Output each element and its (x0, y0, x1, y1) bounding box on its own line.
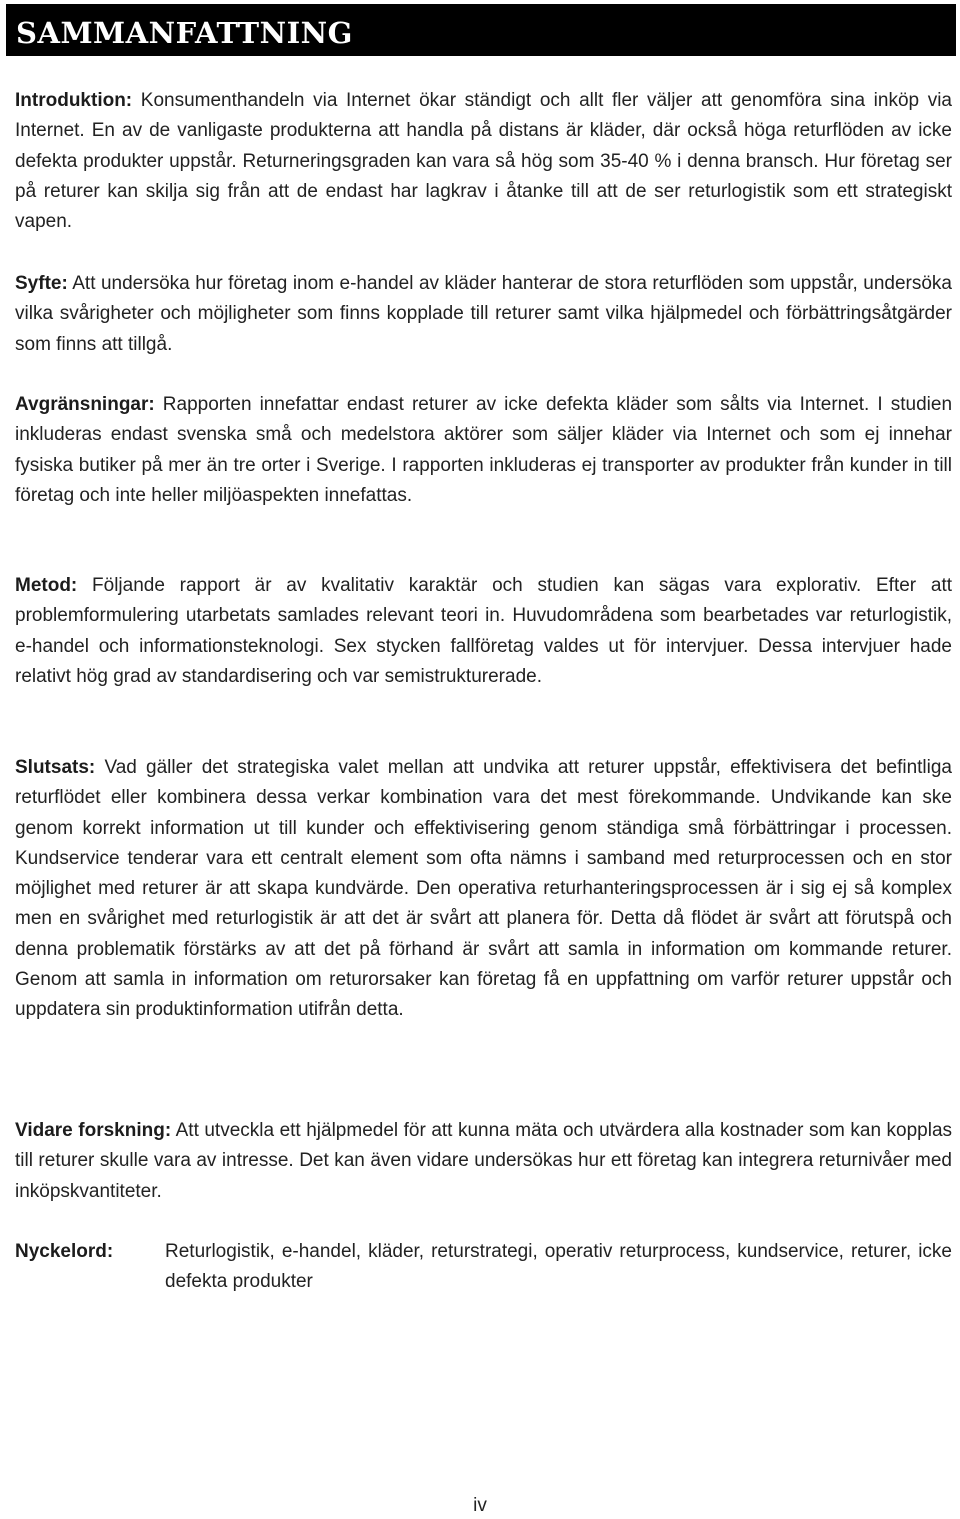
title-bar (6, 4, 956, 56)
section-introduktion (15, 86, 952, 237)
keywords-text: Returlogistik, e-handel, kläder, returstrategi, operativ returprocess, kundservice, returer, icke defekta produkter (165, 1241, 952, 1293)
section-text: Konsumenthandeln via Internet ökar ständigt och allt fler väljer att genomföra sina inköp via Internet. En av de vanligaste produkterna att handla på distans är kläder, där också höga returflöden av icke defekta produkter uppstår. Returneringsgraden kan vara så hög som 35-40 % i denna bransch. Hur företag ser på returer kan skilja sig från att de endast har lagkrav i åtanke till att de ser returlogistik som ett strategiskt vapen. (15, 90, 952, 233)
section-heading: Introduktion: (15, 90, 133, 111)
section-heading: Avgränsningar: (15, 394, 155, 415)
keywords-block (15, 1237, 952, 1298)
section-syfte (15, 269, 952, 360)
page-title: SAMMANFATTNING (16, 16, 353, 50)
section-text: Följande rapport är av kvalitativ karaktär och studien kan sägas vara explorativ. Efter att problemformulering utarbetats samlades relevant teori in. Huvudområdena som bearbetades var returlogistik, e-handel och informationsteknologi. Sex stycken fallföretag valdes ut för intervjuer. Dessa intervjuer hade relativt hög grad av standardisering och var semistrukturerade. (15, 575, 953, 687)
section-text: Vad gäller det strategiska valet mellan att undvika att returer uppstår, effektivisera det befintliga returflödet eller kombinera dessa verkar kombination vara det mest förekommande. Undvikande kan ske genom korrekt information ut till kunder och effektivisering genom ständiga små förbättringar i processen. Kundservice tenderar vara ett centralt element som ofta nämns i samband med returprocessen och en stor möjlighet med returer är att skapa kundvärde. Den operativa returhanteringsprocessen är i sig ej så komplex men en svårighet med returlogistik är att det är svårt att planera för. Detta då flödet är svårt att förutspå och denna problematik förstärks av att det på förhand är svårt att samla in information om kommande returer. Genom att samla in information om returorsaker kan företag få en uppfattning om varför returer uppstår och uppdatera sin produktinformation utifrån detta. (15, 757, 953, 1021)
section-heading: Syfte: (15, 273, 68, 294)
section-metod (15, 571, 952, 692)
section-slutsats (15, 753, 952, 1026)
section-heading: Metod: (15, 575, 78, 596)
section-text: Att utveckla ett hjälpmedel för att kunna mäta och utvärdera alla kostnader som kan kopplas till returer skulle vara av intresse. Det kan även vidare undersökas hur ett företag kan integrera returnivåer med inköpskvantiteter. (15, 1120, 953, 1202)
section-avgransningar (15, 390, 952, 511)
section-heading: Slutsats: (15, 757, 96, 778)
keywords-label: Nyckelord: (15, 1241, 114, 1262)
section-heading: Vidare forskning: (15, 1120, 172, 1141)
section-text: Att undersöka hur företag inom e-handel av kläder hanterar de stora returflöden som uppstår, undersöka vilka svårigheter och möjligheter som finns kopplade till returer samt vilka hjälpmedel och förbättringsåtgärder som finns att tillgå. (15, 273, 952, 355)
section-text: Rapporten innefattar endast returer av icke defekta kläder som sålts via Internet. I studien inkluderas endast svenska små och medelstora aktörer som säljer kläder via Internet och som ej innehar fysiska butiker på mer än tre orter i Sverige. I rapporten inkluderas ej transporter av produkter från kunder in till företag och inte heller miljöaspekten innefattas. (15, 394, 953, 506)
page-number: iv (473, 1495, 487, 1516)
section-vidare-forskning (15, 1116, 952, 1207)
